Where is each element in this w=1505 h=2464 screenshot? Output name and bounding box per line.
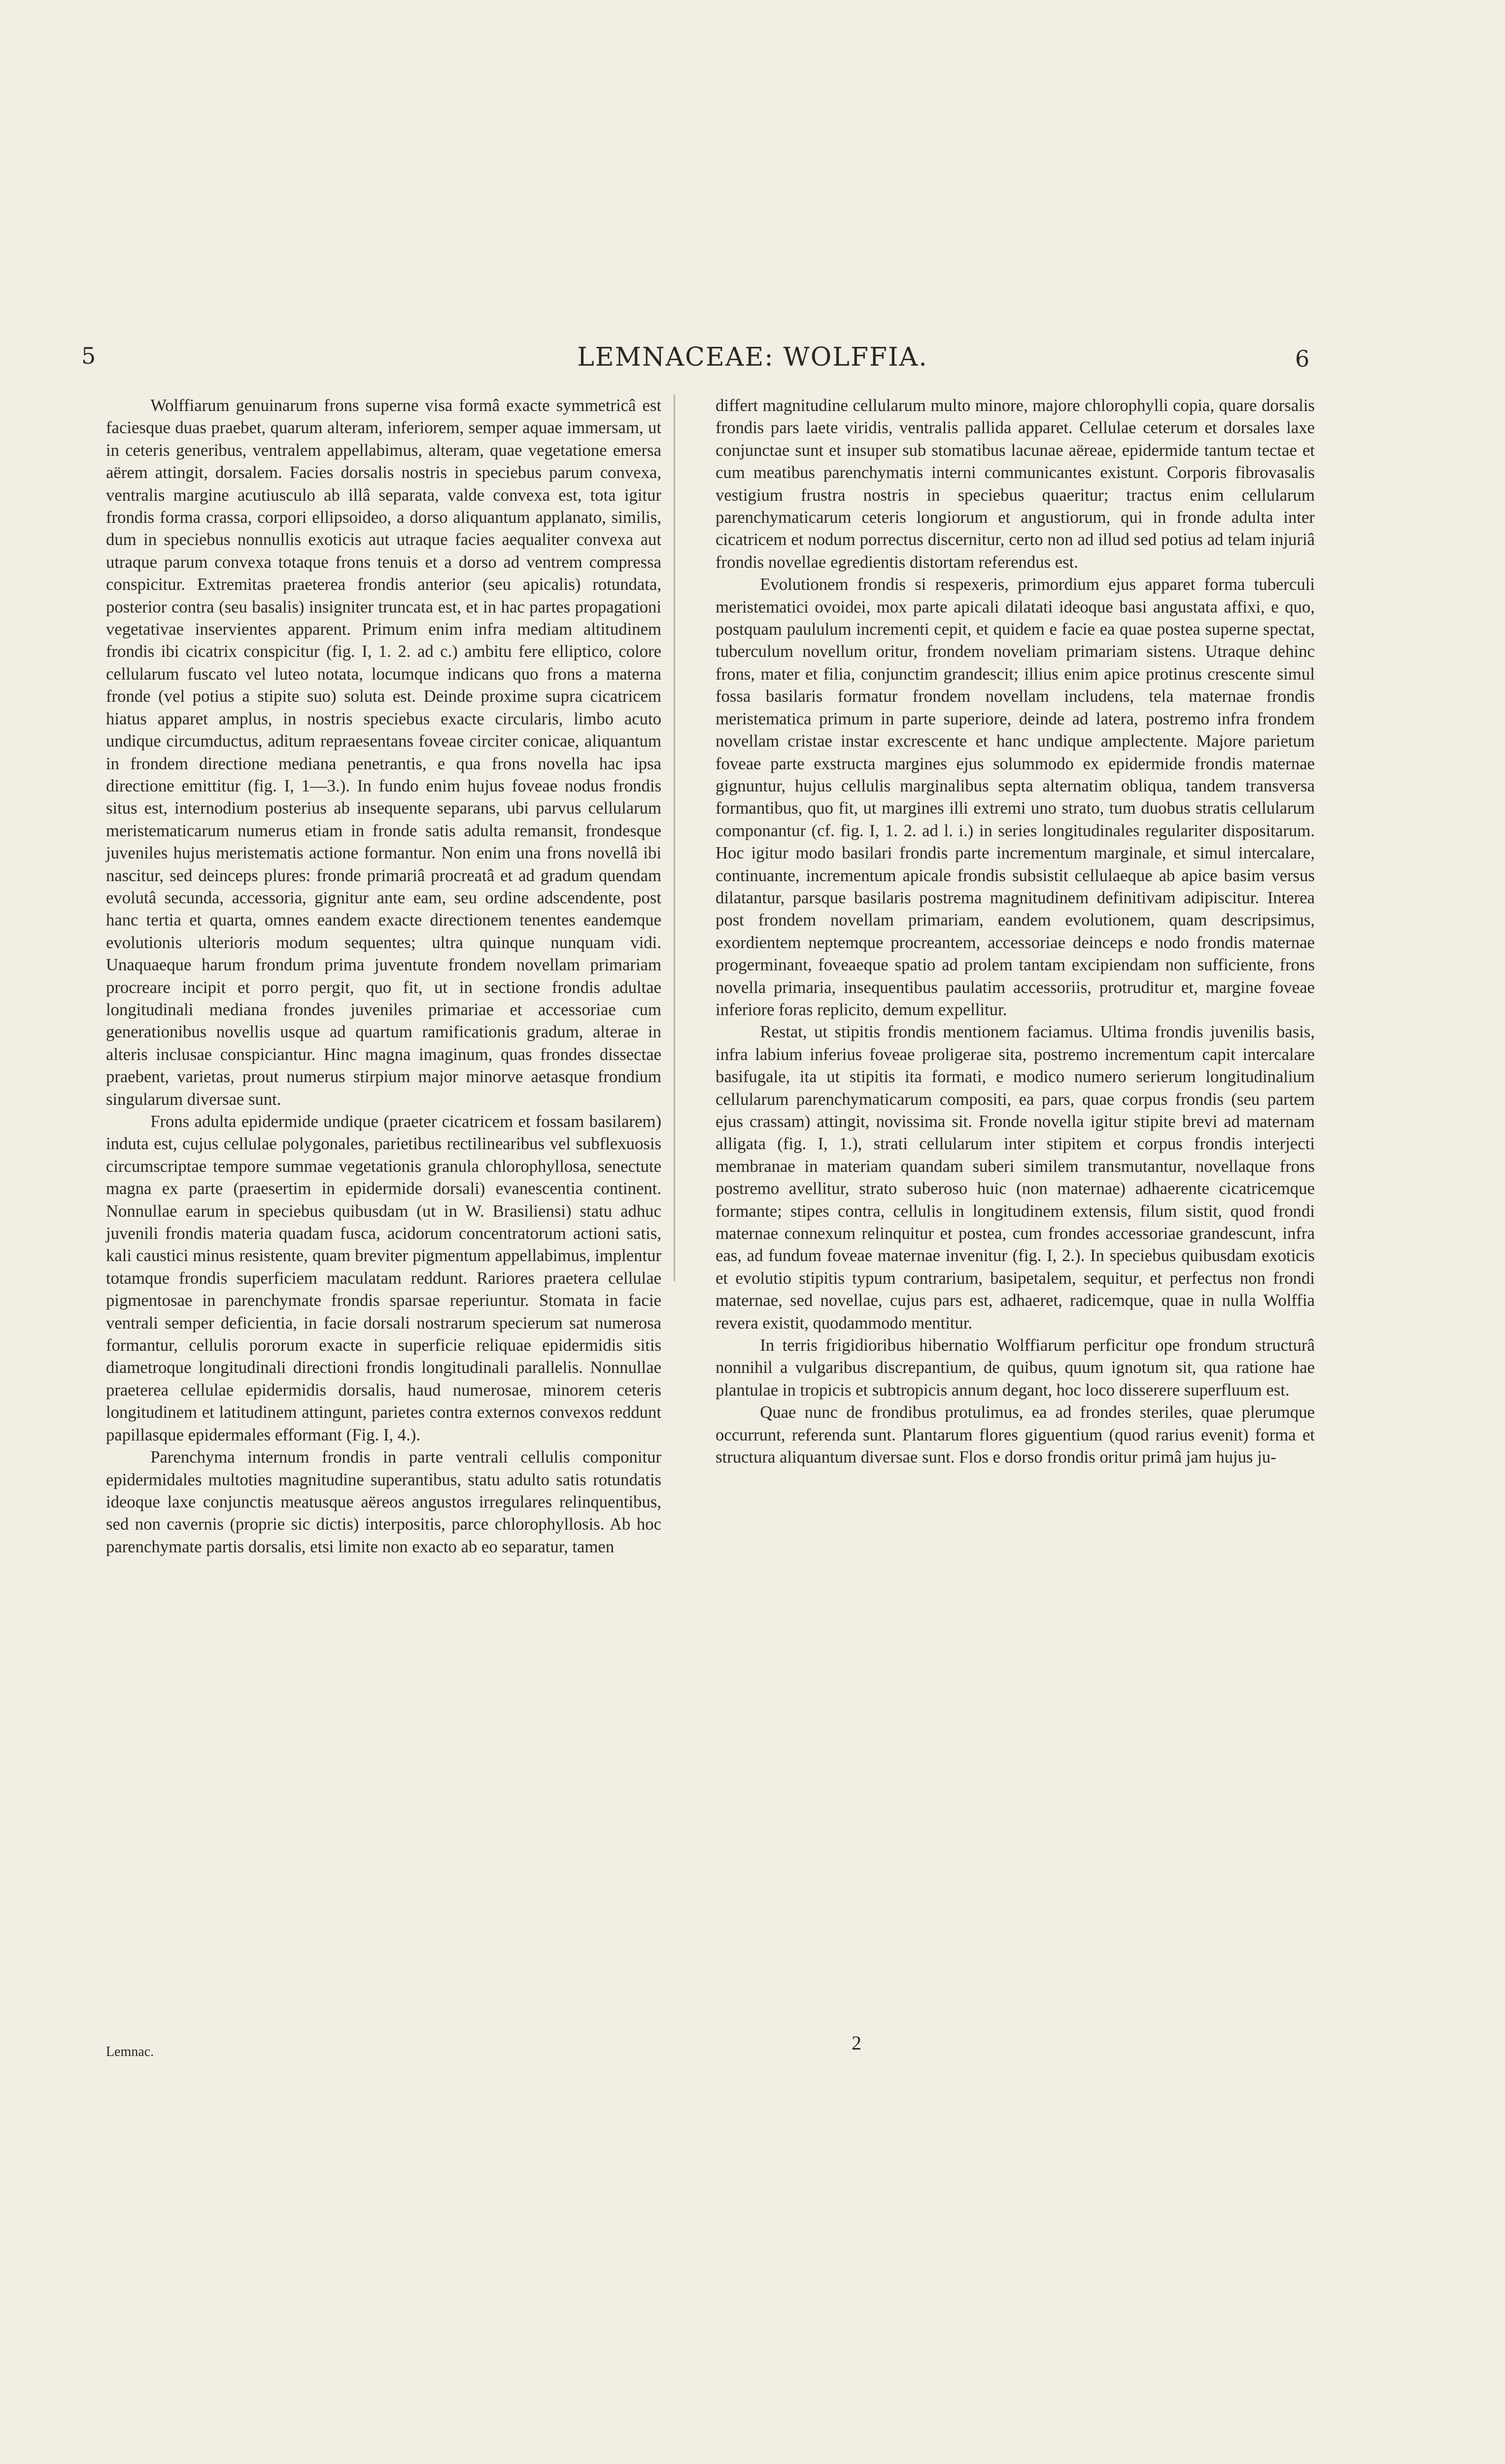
right-paragraph-2: Evolutionem frondis si respexeris, primordium ejus apparet forma tuberculi meristematici ovoidei, mox parte apicali dilatati ideoque basi angustata affixi, e quo, postquam paululum incrementi cepit, et quidem e facie ea quae postea superne spectat, tuberculum novellum oritur, frondem noveliam primariam sistens. Utraque dehinc frons, mater et filia, conjunctim grandescit; illius enim apice protinus crescente simul fossa basilaris formatur frondem novellam includens, tela maternae frondis meristematica primum in parte superiore, deinde ad latera, postremo infra frondem novellam cristae instar excrescente et hanc undique amplectente. Majore parietum foveae parte exstructa margines ejus solummodo ex epidermide frondis maternae gignuntur, hujus cellulis marginalibus septa alternatim obliqua, tandem transversa formantibus, quo fit, ut margines illi extremi uno strato, tum duobus stratis cellularum componantur (cf. fig. I, 1. 2. ad l. i.) in series longitudinales regulariter dispositarum. Hoc igitur modo basilari frondis parte incrementum marginale, et simul intercalare, continuante, incrementum apicale frondis subsistit cellulaeque ab apice basim versus dilatantur, parsque basilaris postrema magnitudinem definitivam adipiscitur. Interea post frondem novellam primariam, eandem evolutionem, quam descripsimus, exordientem neptemque procreantem, accessoriae deinceps e nodo frondis maternae progerminant, foveaeque spatio ad prolem tantam excipiendam non sufficiente, frons novella primaria, insequentibus paulatim accessoriis, protruditur et, margine foveae inferiore foras replicito, demum expellitur. [716, 575, 1315, 1019]
signature-mark: 2 [852, 2032, 861, 2054]
left-paragraph-1: Wolffiarum genuinarum frons superne visa formâ exacte symmetricâ est faciesque duas praebet, quarum alteram, inferiorem, semper aquae immersam, ut in ceteris generibus, ventralem appellabimus, alteram, quae vegetatione emersa aërem attingit, dorsalem. Facies dorsalis nostris in speciebus parum convexa, ventralis margine acutiusculo ab illâ separata, valde convexa est, tota igitur frondis forma crassa, corpori ellipsoideo, a dorso aliquantum applanato, similis, dum in speciebus nonnullis exoticis aut utraque facies aequaliter convexa aut utraque parum convexa totaque frons tenuis et a dorso ad ventrem compressa conspicitur. Extremitas praeterea frondis anterior (seu apicalis) rotundata, posterior contra (seu basalis) insigniter truncata est, et in hac partes propagationi vegetativae inservientes apparent. Primum enim infra mediam altitudinem frondis ibi cicatrix conspicitur (fig. I, 1. 2. ad c.) ambitu fere elliptico, colore cellularum fuscato vel luteo notata, locumque indicans quo frons a materna fronde (vel potius a stipite suo) soluta est. Deinde proxime supra cicatricem hiatus apparet amplus, in nostris speciebus exacte circularis, limbo acuto undique circumductus, aditum repraesentans foveae circiter conicae, aliquantum in frondem directione mediana penetrantis, e qua frons novella hac ipsa directione emittitur (fig. I, 1—3.). In fundo enim hujus foveae nodus frondis situs est, internodium posterius ab insequente separans, ubi parvus cellularum meristematicarum numerus etiam in fronde satis adulta remansit, frondesque juveniles hujus meristematis actione formantur. Non enim una frons novellâ ibi nascitur, sed deinceps plures: fronde primariâ procreatâ et ad gradum quendam evolutâ secunda, accessoria, gignitur ante eam, seu ordine adscendente, post hanc tertia et quarta, omnes eandem exacte directionem tenentes eandemque evolutionis ulterioris modum sequentes; ultra quinque nunquam vidi. Unaquaeque harum frondum prima juventute frondem novellam primariam procreare incipit et porro pergit, quo fit, ut in sectione frondis adultae longitudinali mediana frondes juveniles primariae et accessoriae cum generationibus novellis usque ad quartum ramificationis gradum, alterae in alteris inclusae conspiciantur. Hinc magna imaginum, quas frondes dissectae praebent, varietas, prout numerus stirpium major minorve aetasque frondium singularum diversae sunt. [106, 396, 661, 1109]
page-number-left: 5 [81, 342, 96, 369]
left-paragraph-2: Frons adulta epidermide undique (praeter cicatricem et fossam basilarem) induta est, cujus cellulae polygonales, parietibus rectilinearibus vel subflexuosis circumscriptae tempore summae vegetationis granula chlorophyllosa, senectute magna ex parte (praesertim in epidermide dorsali) evanescentia continent. Nonnullae earum in speciebus quibusdam (ut in W. Brasiliensi) statu adhuc juvenili frondis materia quadam fusca, acidorum concentratorum actioni satis, kali caustici minus resistente, quam breviter pigmentum appellabimus, implentur totamque frondis superficiem maculatam reddunt. Rariores praetera cellulae pigmentosae in parenchymate frondis sparsae reperiuntur. Stomata in facie ventrali semper deficientia, in facie dorsali nostrarum specierum sat numerosa formantur, cellulis pororum exacte in superficie reliquae epidermidis sitis diametroque longitudinali directioni frondis longitudinali parallelis. Nonnullae praeterea cellulae epidermidis dorsalis, haud numerosae, minorem ceteris longitudinem et latitudinem attingunt, parietes contra externos convexos reddunt papillasque epidermales efformant (Fig. I, 4.). [106, 1112, 661, 1444]
right-paragraph-1: differt magnitudine cellularum multo minore, majore chlorophylli copia, quare dorsalis frondis pars laete viridis, ventralis pallida apparet. Cellulae ceterum et dorsales laxe conjunctae sunt et insuper sub stomatibus lacunae aëreae, epidermide tantum tectae et cum meatibus parenchymatis interni communicantes existunt. Corporis fibrovasalis vestigium frustra nostris in speciebus quaeritur; tractus enim cellularum parenchymaticarum ceteris longiorum et angustiorum, qui in fronde adulta inter cicatricem et nodum porrectus discernitur, certo non ad illud sed potius ad telam injuriâ frondis novellae egredientis distortam referendus est. [716, 396, 1315, 572]
right-paragraph-4: In terris frigidioribus hibernatio Wolffiarum perficitur ope frondum structurâ nonnihil a vulgaribus discrepantium, de quibus, quum ignotum sit, qua ratione hae plantulae in tropicis et subtropicis annum degant, hoc loco disserere superfluum est. [716, 1335, 1315, 1400]
left-column [106, 394, 661, 1558]
left-paragraph-3: Parenchyma internum frondis in parte ventrali cellulis componitur epidermidales multoties magnitudine superantibus, statu adulto satis rotundatis ideoque laxe conjunctis meatusque aëreos angustos irregulares relinquentibus, sed non cavernis (proprie sic dictis) interpositis, parce chlorophyllosis. Ab hoc parenchymate partis dorsalis, etsi limite non exacto ab eo separatur, tamen [106, 1447, 661, 1556]
page-number-right: 6 [1295, 345, 1310, 372]
right-column [716, 394, 1315, 1469]
column-divider [674, 394, 676, 1281]
right-paragraph-3: Restat, ut stipitis frondis mentionem faciamus. Ultima frondis juvenilis basis, infra labium inferius foveae proligerae sita, postremo incrementum capit intercalare basifugale, ita ut stipitis ita formati, e modico numero serierum longitudinalium cellularum parenchymaticarum compositi, ea pars, quae corpus frondis (seu partem ejus crassam) attingit, novissima sit. Fronde novella igitur stipite brevi ad maternam alligata (fig. I, 1.), strati cellularum inter stipitem et corpus frondis interjecti membranae in materiam quandam suberi similem transmutantur, novellaque frons postremo avellitur, strato suberoso huic (non maternae) adhaerente cicatricemque formante; stipes contra, cellulis in longitudinem extensis, filum sistit, quod frondi maternae connexum relinquitur et postea, cum frondes accessoriae grandescunt, infra eas, ad fundum foveae maternae invenitur (fig. I, 2.). In speciebus quibusdam exoticis et evolutio stipitis typum contrarium, basipetalem, sequitur, et perfectus non frondi maternae, sed novellae, cujus pars est, adhaeret, radicemque, quae in nulla Wolffia revera existit, quodammodo mentitur. [716, 1022, 1315, 1333]
running-title: LEMNACEAE: WOLFFIA. [577, 342, 928, 372]
signature-mark-left: Lemnac. [106, 2044, 154, 2059]
right-paragraph-5: Quae nunc de frondibus protulimus, ea ad frondes steriles, quae plerumque occurrunt, referenda sunt. Plantarum flores giguentium (quod rarius evenit) forma et structura aliquantum diversae sunt. Flos e dorso frondis oritur primâ jam hujus ju- [716, 1403, 1315, 1467]
page-header [0, 342, 1505, 382]
